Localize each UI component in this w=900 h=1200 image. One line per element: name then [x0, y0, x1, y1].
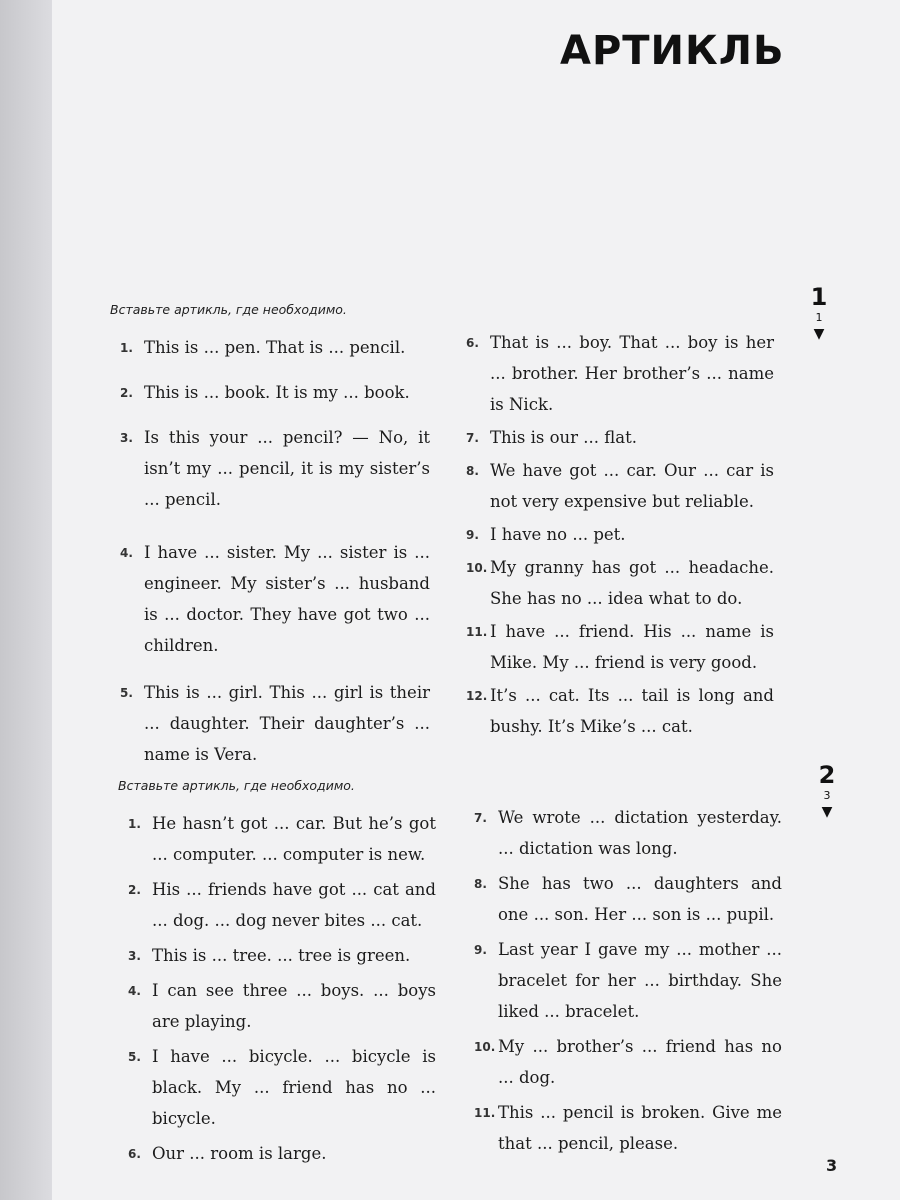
item-text: This is ... girl. This ... girl is their ... daughter. Their daughter’s ... name is Vera.: [144, 683, 430, 764]
exercise-item: [466, 552, 774, 614]
item-number: 11.: [474, 1106, 496, 1120]
exercise-item: [120, 537, 430, 661]
exercise-item: [466, 422, 774, 453]
exercise-item: [474, 868, 782, 930]
exercise-item: [120, 422, 430, 515]
item-text: His ... friends have got ... cat and ... dog. ... dog never bites ... cat.: [152, 880, 436, 930]
item-number: 8.: [466, 464, 479, 478]
item-number: 4.: [128, 984, 141, 998]
item-text: I have ... friend. His ... name is Mike. My ... friend is very good.: [490, 622, 774, 672]
item-text: She has two ... daughters and one ... son. Her ... son is ... pupil.: [498, 874, 782, 924]
item-number: 1.: [120, 341, 133, 355]
exercise-2-marker: [807, 762, 847, 820]
page-number: 3: [826, 1156, 838, 1175]
item-number: 8.: [474, 877, 487, 891]
page-title: АРТИКЛЬ: [560, 28, 785, 74]
item-number: 12.: [466, 689, 488, 703]
item-text: My granny has got ... headache. She has no ... idea what to do.: [490, 558, 774, 608]
exercise-item: [474, 1097, 782, 1159]
exercise-sub-number: 3: [823, 789, 831, 802]
exercise-item: [128, 940, 436, 971]
item-text: We have got ... car. Our ... car is not very expensive but reliable.: [490, 461, 774, 511]
item-text: My ... brother’s ... friend has no ... dog.: [498, 1037, 782, 1087]
item-text: This ... pencil is broken. Give me that ... pencil, please.: [498, 1103, 782, 1153]
exercise-item: [466, 616, 774, 678]
item-number: 10.: [474, 1040, 496, 1054]
exercise-2-left-column: [128, 808, 436, 1169]
exercise-item: [474, 802, 782, 864]
down-arrow-icon: ▼: [813, 326, 825, 342]
exercise-item: [466, 455, 774, 517]
item-number: 5.: [128, 1050, 141, 1064]
item-text: I can see three ... boys. ... boys are playing.: [152, 981, 436, 1031]
book-spine-shadow: [0, 0, 52, 1200]
exercise-number: 1: [810, 283, 828, 311]
exercise-item: [128, 874, 436, 936]
item-number: 3.: [120, 431, 133, 445]
item-text: It’s ... cat. Its ... tail is long and bushy. It’s Mike’s ... cat.: [490, 686, 774, 736]
exercise-2-right-column: [474, 802, 782, 1159]
exercise-2-instruction: Вставьте артикль, где необходимо.: [118, 778, 355, 793]
exercise-item: [474, 934, 782, 1027]
item-text: I have ... sister. My ... sister is ... engineer. My sister’s ... husband is ... doctor. They have got two ... children.: [144, 543, 430, 655]
item-number: 7.: [466, 431, 479, 445]
exercise-item: [474, 1031, 782, 1093]
item-number: 3.: [128, 949, 141, 963]
item-text: We wrote ... dictation yesterday. ... dictation was long.: [498, 808, 782, 858]
item-number: 9.: [466, 528, 479, 542]
exercise-1-marker: [799, 284, 839, 342]
item-number: 5.: [120, 686, 133, 700]
item-text: I have ... bicycle. ... bicycle is black. My ... friend has no ... bicycle.: [152, 1047, 436, 1128]
item-number: 1.: [128, 817, 141, 831]
item-text: This is ... book. It is my ... book.: [144, 383, 410, 402]
item-text: Last year I gave my ... mother ... bracelet for her ... birthday. She liked ... bracelet.: [498, 940, 782, 1021]
exercise-item: [128, 1138, 436, 1169]
item-text: Our ... room is large.: [152, 1144, 327, 1163]
item-number: 2.: [120, 386, 133, 400]
exercise-number: 2: [818, 761, 836, 789]
exercise-item: [466, 327, 774, 420]
exercise-1-right-column: [466, 327, 774, 742]
item-number: 10.: [466, 561, 488, 575]
item-text: He hasn’t got ... car. But he’s got ... computer. ... computer is new.: [152, 814, 436, 864]
exercise-sub-number: 1: [815, 311, 823, 324]
exercise-item: [120, 377, 430, 408]
item-number: 2.: [128, 883, 141, 897]
exercise-item: [120, 677, 430, 770]
item-number: 7.: [474, 811, 487, 825]
item-text: Is this your ... pencil? — No, it isn’t my ... pencil, it is my sister’s ... pencil.: [144, 428, 430, 509]
exercise-item: [128, 808, 436, 870]
exercise-item: [466, 680, 774, 742]
exercise-item: [128, 1041, 436, 1134]
exercise-item: [466, 519, 774, 550]
exercise-1-left-column: [120, 332, 430, 770]
item-number: 4.: [120, 546, 133, 560]
item-number: 6.: [466, 336, 479, 350]
exercise-1-instruction: Вставьте артикль, где необходимо.: [110, 302, 347, 317]
item-text: This is ... pen. That is ... pencil.: [144, 338, 406, 357]
item-number: 11.: [466, 625, 488, 639]
item-text: I have no ... pet.: [490, 525, 626, 544]
exercise-item: [120, 332, 430, 363]
exercise-item: [128, 975, 436, 1037]
item-text: This is ... tree. ... tree is green.: [152, 946, 411, 965]
item-text: That is ... boy. That ... boy is her ... brother. Her brother’s ... name is Nick.: [490, 333, 774, 414]
item-text: This is our ... flat.: [490, 428, 638, 447]
item-number: 6.: [128, 1147, 141, 1161]
item-number: 9.: [474, 943, 487, 957]
down-arrow-icon: ▼: [821, 804, 833, 820]
